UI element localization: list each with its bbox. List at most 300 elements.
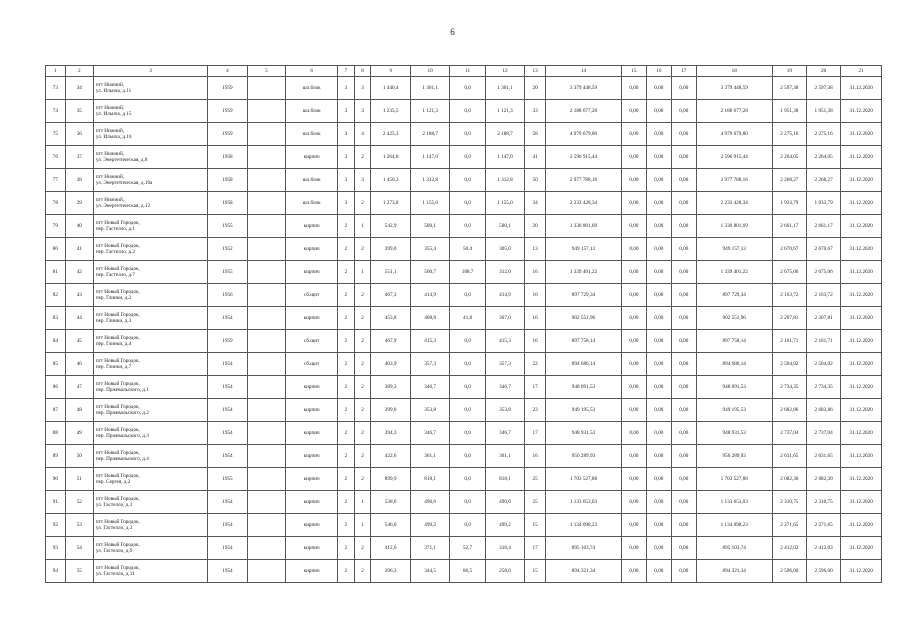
specific-cost-cell: 2 596,00	[772, 560, 806, 583]
year-cell: 1954	[208, 307, 248, 330]
funds-cell: 0,00	[671, 238, 696, 261]
funds-cell: 0,00	[646, 123, 671, 146]
address-line-2: пер. Гастелло, д.2	[95, 249, 136, 255]
floors-cell: 2	[338, 238, 355, 261]
deadline-cell: 31.12.2020	[841, 491, 882, 514]
private-area-cell: 1 312,8	[485, 169, 525, 192]
residents-cell: 16	[525, 284, 546, 307]
address-line-1: пгт Новый Городок,	[95, 496, 140, 502]
floors-cell: 2	[338, 514, 355, 537]
row-number-cell: 89	[46, 445, 66, 468]
address-line-1: пгт Новый Городок,	[95, 473, 140, 479]
floors-cell: 2	[338, 422, 355, 445]
empty-cell	[247, 491, 285, 514]
specific-cost-cell: 2 597,38	[772, 77, 806, 100]
private-area-cell: 346,7	[485, 422, 525, 445]
empty-cell	[247, 123, 285, 146]
object-id-cell: 43	[65, 284, 93, 307]
nonresidential-area-cell: 0,0	[450, 169, 485, 192]
row-number-cell: 77	[46, 169, 66, 192]
empty-cell	[247, 100, 285, 123]
deadline-cell: 31.12.2020	[841, 560, 882, 583]
address-cell	[93, 123, 207, 146]
total-area-cell: 1 450,3	[371, 169, 411, 192]
funds-cell: 0,00	[621, 422, 646, 445]
total-cost-cell: 894 686,14	[696, 353, 772, 376]
deadline-cell: 31.12.2020	[841, 77, 882, 100]
specific-cost-cell: 2 264,05	[772, 146, 806, 169]
cost-cell: 902 551,96	[546, 307, 622, 330]
year-cell: 1959	[208, 77, 248, 100]
table-row	[46, 261, 882, 284]
table-row	[46, 238, 882, 261]
funds-cell: 0,00	[646, 261, 671, 284]
floors-cell: 2	[338, 353, 355, 376]
address-line-1: пгт Нижний,	[95, 105, 125, 111]
funds-cell: 0,00	[646, 169, 671, 192]
total-area-cell: 1 440,4	[371, 77, 411, 100]
total-cost-cell: 949 157,13	[696, 238, 772, 261]
cost-cell: 1 703 527,88	[546, 468, 622, 491]
funds-cell: 0,00	[671, 468, 696, 491]
funds-cell: 0,00	[671, 376, 696, 399]
total-cost-cell: 1 703 527,88	[696, 468, 772, 491]
table-row	[46, 330, 882, 353]
entrances-cell: 3	[354, 100, 371, 123]
specific-cost-cell: 2 268,27	[772, 169, 806, 192]
specific-cost-cell: 2 271,65	[772, 514, 806, 537]
entrances-cell: 2	[354, 192, 371, 215]
table-row	[46, 353, 882, 376]
column-number-cell: 11	[450, 66, 485, 77]
year-cell: 1958	[208, 192, 248, 215]
residents-cell: 16	[525, 330, 546, 353]
funds-cell: 0,00	[621, 376, 646, 399]
address-cell	[93, 77, 207, 100]
address-line-2: пер. Пржевальского, д.2	[95, 410, 149, 416]
private-area-cell: 258,0	[485, 560, 525, 583]
object-id-cell: 37	[65, 146, 93, 169]
wall-material-cell: кирпич	[286, 215, 338, 238]
funds-cell: 0,00	[646, 100, 671, 123]
funds-cell: 0,00	[646, 537, 671, 560]
cost-cell: 1 134 098,23	[546, 514, 622, 537]
funds-cell: 0,00	[671, 422, 696, 445]
row-number-cell: 93	[46, 537, 66, 560]
address-line-1: пгт Новый Городок,	[95, 404, 140, 410]
max-cost-cell: 2 631,65	[806, 445, 840, 468]
object-id-cell: 53	[65, 514, 93, 537]
total-area-cell: 899,9	[371, 468, 411, 491]
empty-cell	[247, 146, 285, 169]
funds-cell: 0,00	[671, 192, 696, 215]
living-area-cell: 346,7	[410, 422, 450, 445]
total-area-cell: 1 264,8	[371, 146, 411, 169]
private-area-cell: 1 155,0	[485, 192, 525, 215]
funds-cell: 0,00	[671, 261, 696, 284]
cost-cell: 2 188 677,28	[546, 100, 622, 123]
address-cell	[93, 238, 207, 261]
funds-cell: 0,00	[646, 330, 671, 353]
total-area-cell: 2 425,3	[371, 123, 411, 146]
private-area-cell: 2 188,7	[485, 123, 525, 146]
row-number-cell: 85	[46, 353, 66, 376]
residents-cell: 15	[525, 560, 546, 583]
row-number-cell: 90	[46, 468, 66, 491]
object-id-cell: 47	[65, 376, 93, 399]
private-area-cell: 367,0	[485, 307, 525, 330]
residents-cell: 41	[525, 146, 546, 169]
cost-cell: 2 596 915,44	[546, 146, 622, 169]
wall-material-cell: кирпич	[286, 399, 338, 422]
total-area-cell: 399,0	[371, 399, 411, 422]
nonresidential-area-cell: 0,0	[450, 491, 485, 514]
entrances-cell: 2	[354, 376, 371, 399]
funds-cell: 0,00	[621, 192, 646, 215]
floors-cell: 2	[338, 330, 355, 353]
funds-cell: 0,00	[621, 330, 646, 353]
funds-cell: 0,00	[646, 514, 671, 537]
year-cell: 1955	[208, 468, 248, 491]
floors-cell: 3	[338, 146, 355, 169]
specific-cost-cell: 2 310,75	[772, 491, 806, 514]
specific-cost-cell: 2 661,17	[772, 215, 806, 238]
entrances-cell: 3	[354, 169, 371, 192]
living-area-cell: 408,8	[410, 307, 450, 330]
address-line-2: пер. Глинки, д.3	[95, 318, 132, 324]
living-area-cell: 500,1	[410, 215, 450, 238]
address-line-2: пер. Сергея, д.2	[95, 479, 131, 485]
year-cell: 1955	[208, 215, 248, 238]
row-number-cell: 79	[46, 215, 66, 238]
address-line-1: пгт Нижний,	[95, 151, 125, 157]
specific-cost-cell: 2 734,35	[772, 376, 806, 399]
address-line-2: ул. Ильича, д.16	[95, 134, 132, 140]
total-cost-cell: 2 233 428,34	[696, 192, 772, 215]
page-number: 6	[450, 27, 455, 37]
year-cell: 1954	[208, 399, 248, 422]
total-area-cell: 389,3	[371, 376, 411, 399]
max-cost-cell: 2 504,02	[806, 353, 840, 376]
row-number-cell: 81	[46, 261, 66, 284]
funds-cell: 0,00	[646, 284, 671, 307]
table-row	[46, 399, 882, 422]
max-cost-cell: 2 268,27	[806, 169, 840, 192]
year-cell: 1954	[208, 353, 248, 376]
max-cost-cell: 2 264,05	[806, 146, 840, 169]
entrances-cell: 3	[354, 77, 371, 100]
column-number-cell: 17	[671, 66, 696, 77]
max-cost-cell: 2 163,72	[806, 284, 840, 307]
nonresidential-area-cell: 0,0	[450, 422, 485, 445]
year-cell: 1956	[208, 284, 248, 307]
address-line-2: пер. Пржевальского, д.4	[95, 456, 149, 462]
empty-cell	[247, 537, 285, 560]
specific-cost-cell: 2 275,16	[772, 123, 806, 146]
address-cell	[93, 514, 207, 537]
wall-material-cell: шл.блок	[286, 100, 338, 123]
table-row	[46, 192, 882, 215]
living-area-cell: 357,3	[410, 353, 450, 376]
year-cell: 1954	[208, 422, 248, 445]
column-number-cell: 19	[772, 66, 806, 77]
deadline-cell: 31.12.2020	[841, 215, 882, 238]
address-line-1: пгт Новый Городок,	[95, 358, 140, 364]
column-number-cell: 10	[410, 66, 450, 77]
total-cost-cell: 3 379 448,59	[696, 77, 772, 100]
empty-cell	[247, 261, 285, 284]
row-number-cell: 82	[46, 284, 66, 307]
funds-cell: 0,00	[621, 169, 646, 192]
wall-material-cell: кирпич	[286, 146, 338, 169]
total-cost-cell: 897 729,34	[696, 284, 772, 307]
total-area-cell: 453,8	[371, 307, 411, 330]
specific-cost-cell: 2 082,30	[772, 468, 806, 491]
address-line-1: пгт Новый Городок,	[95, 565, 140, 571]
row-number-cell: 84	[46, 330, 66, 353]
deadline-cell: 31.12.2020	[841, 353, 882, 376]
address-cell	[93, 376, 207, 399]
wall-material-cell: кирпич	[286, 560, 338, 583]
funds-cell: 0,00	[646, 399, 671, 422]
living-area-cell: 818,1	[410, 468, 450, 491]
floors-cell: 3	[338, 123, 355, 146]
funds-cell: 0,00	[671, 560, 696, 583]
residents-cell: 25	[525, 491, 546, 514]
table-row	[46, 146, 882, 169]
total-area-cell: 467,3	[371, 284, 411, 307]
specific-cost-cell: 2 207,81	[772, 307, 806, 330]
cost-cell: 948 931,53	[546, 422, 622, 445]
year-cell: 1954	[208, 537, 248, 560]
total-cost-cell: 4 979 679,80	[696, 123, 772, 146]
empty-cell	[247, 399, 285, 422]
column-number-cell: 16	[646, 66, 671, 77]
cost-cell: 894 321,34	[546, 560, 622, 583]
address-line-1: пгт Нижний,	[95, 174, 125, 180]
empty-cell	[247, 307, 285, 330]
private-area-cell: 357,3	[485, 353, 525, 376]
object-id-cell: 38	[65, 169, 93, 192]
funds-cell: 0,00	[671, 215, 696, 238]
residents-cell: 16	[525, 445, 546, 468]
year-cell: 1959	[208, 100, 248, 123]
deadline-cell: 31.12.2020	[841, 537, 882, 560]
wall-material-cell: сб.щит	[286, 330, 338, 353]
address-line-1: пгт Новый Городок,	[95, 427, 140, 433]
entrances-cell: 2	[354, 146, 371, 169]
max-cost-cell: 2 161,71	[806, 330, 840, 353]
funds-cell: 0,00	[671, 169, 696, 192]
living-area-cell: 490,6	[410, 491, 450, 514]
funds-cell: 0,00	[646, 307, 671, 330]
year-cell: 1959	[208, 123, 248, 146]
deadline-cell: 31.12.2020	[841, 445, 882, 468]
funds-cell: 0,00	[671, 353, 696, 376]
nonresidential-area-cell: 41,8	[450, 307, 485, 330]
address-line-2: пер. Глинки, д.7	[95, 364, 132, 370]
funds-cell: 0,00	[646, 491, 671, 514]
row-number-cell: 78	[46, 192, 66, 215]
private-area-cell: 490,6	[485, 491, 525, 514]
funds-cell: 0,00	[621, 445, 646, 468]
cost-cell: 950 289,93	[546, 445, 622, 468]
max-cost-cell: 2 271,65	[806, 514, 840, 537]
entrances-cell: 2	[354, 238, 371, 261]
year-cell: 1954	[208, 514, 248, 537]
nonresidential-area-cell: 0,0	[450, 146, 485, 169]
max-cost-cell: 1 933,79	[806, 192, 840, 215]
nonresidential-area-cell: 52,7	[450, 537, 485, 560]
floors-cell: 2	[338, 445, 355, 468]
object-id-cell: 39	[65, 192, 93, 215]
entrances-cell: 1	[354, 514, 371, 537]
max-cost-cell: 2 275,16	[806, 123, 840, 146]
entrances-cell: 2	[354, 560, 371, 583]
entrances-cell: 2	[354, 399, 371, 422]
object-id-cell: 35	[65, 100, 93, 123]
empty-cell	[247, 468, 285, 491]
max-cost-cell: 2 310,75	[806, 491, 840, 514]
total-cost-cell: 948 091,53	[696, 376, 772, 399]
table-row	[46, 514, 882, 537]
deadline-cell: 31.12.2020	[841, 284, 882, 307]
private-area-cell: 414,9	[485, 284, 525, 307]
living-area-cell: 346,7	[410, 376, 450, 399]
total-cost-cell: 2 188 677,28	[696, 100, 772, 123]
column-number-cell: 2	[65, 66, 93, 77]
floors-cell: 2	[338, 560, 355, 583]
table-row	[46, 468, 882, 491]
object-id-cell: 48	[65, 399, 93, 422]
nonresidential-area-cell: 0,0	[450, 514, 485, 537]
total-cost-cell: 2 596 915,44	[696, 146, 772, 169]
address-line-1: пгт Новый Городок,	[95, 542, 140, 548]
entrances-cell: 4	[354, 123, 371, 146]
nonresidential-area-cell: 0,0	[450, 330, 485, 353]
row-number-cell: 92	[46, 514, 66, 537]
empty-cell	[247, 284, 285, 307]
row-number-cell: 86	[46, 376, 66, 399]
empty-cell	[247, 169, 285, 192]
total-cost-cell: 1 339 401,22	[696, 261, 772, 284]
floors-cell: 2	[338, 376, 355, 399]
funds-cell: 0,00	[646, 353, 671, 376]
wall-material-cell: кирпич	[286, 491, 338, 514]
funds-cell: 0,00	[621, 491, 646, 514]
cost-cell: 894 686,14	[546, 353, 622, 376]
address-line-2: пер. Пржевальского, д.3	[95, 433, 149, 439]
row-number-cell: 88	[46, 422, 66, 445]
column-number-cell: 9	[371, 66, 411, 77]
table-row	[46, 307, 882, 330]
entrances-cell: 2	[354, 284, 371, 307]
living-area-cell: 361,1	[410, 445, 450, 468]
object-id-cell: 42	[65, 261, 93, 284]
funds-cell: 0,00	[671, 146, 696, 169]
residents-cell: 13	[525, 238, 546, 261]
empty-cell	[247, 445, 285, 468]
row-number-cell: 75	[46, 123, 66, 146]
max-cost-cell: 2 734,35	[806, 376, 840, 399]
empty-cell	[247, 422, 285, 445]
floors-cell: 2	[338, 215, 355, 238]
funds-cell: 0,00	[621, 560, 646, 583]
address-line-2: пер. Глинки, д.2	[95, 295, 132, 301]
address-line-1: пгт Нижний,	[95, 82, 125, 88]
living-area-cell: 353,8	[410, 399, 450, 422]
table-row	[46, 215, 882, 238]
funds-cell: 0,00	[621, 353, 646, 376]
column-number-cell: 4	[208, 66, 248, 77]
address-cell	[93, 169, 207, 192]
funds-cell: 0,00	[671, 123, 696, 146]
funds-cell: 0,00	[646, 445, 671, 468]
total-area-cell: 551,1	[371, 261, 411, 284]
residents-cell: 22	[525, 353, 546, 376]
entrances-cell: 2	[354, 445, 371, 468]
deadline-cell: 31.12.2020	[841, 123, 882, 146]
entrances-cell: 2	[354, 353, 371, 376]
max-cost-cell: 2 661,17	[806, 215, 840, 238]
address-line-1: пгт Новый Городок,	[95, 335, 140, 341]
wall-material-cell: кирпич	[286, 537, 338, 560]
deadline-cell: 31.12.2020	[841, 330, 882, 353]
address-line-1: пгт Новый Городок,	[95, 220, 140, 226]
funds-cell: 0,00	[621, 77, 646, 100]
residents-cell: 17	[525, 422, 546, 445]
object-id-cell: 52	[65, 491, 93, 514]
entrances-cell: 1	[354, 261, 371, 284]
funds-cell: 0,00	[671, 284, 696, 307]
cost-cell: 897 729,34	[546, 284, 622, 307]
living-area-cell: 500,7	[410, 261, 450, 284]
living-area-cell: 499,2	[410, 514, 450, 537]
wall-material-cell: кирпич	[286, 238, 338, 261]
year-cell: 1954	[208, 376, 248, 399]
total-cost-cell: 902 551,96	[696, 307, 772, 330]
funds-cell: 0,00	[621, 215, 646, 238]
table-row	[46, 422, 882, 445]
residents-cell: 25	[525, 468, 546, 491]
deadline-cell: 31.12.2020	[841, 468, 882, 491]
residents-cell: 16	[525, 261, 546, 284]
private-area-cell: 818,1	[485, 468, 525, 491]
nonresidential-area-cell: 0,0	[450, 123, 485, 146]
empty-cell	[247, 77, 285, 100]
floors-cell: 2	[338, 468, 355, 491]
entrances-cell: 2	[354, 330, 371, 353]
residents-cell: 34	[525, 192, 546, 215]
table-row	[46, 491, 882, 514]
nonresidential-area-cell: 0,0	[450, 353, 485, 376]
total-area-cell: 412,6	[371, 537, 411, 560]
table-row	[46, 100, 882, 123]
nonresidential-area-cell: 0,0	[450, 284, 485, 307]
nonresidential-area-cell: 86,5	[450, 560, 485, 583]
funds-cell: 0,00	[646, 422, 671, 445]
funds-cell: 0,00	[621, 238, 646, 261]
cost-cell: 948 091,53	[546, 376, 622, 399]
specific-cost-cell: 2 682,86	[772, 399, 806, 422]
total-cost-cell: 948 931,53	[696, 422, 772, 445]
residents-cell: 16	[525, 307, 546, 330]
address-line-1: пгт Новый Городок,	[95, 450, 140, 456]
cost-cell: 949 195,53	[546, 399, 622, 422]
address-cell	[93, 422, 207, 445]
table-row	[46, 123, 882, 146]
object-id-cell: 34	[65, 77, 93, 100]
